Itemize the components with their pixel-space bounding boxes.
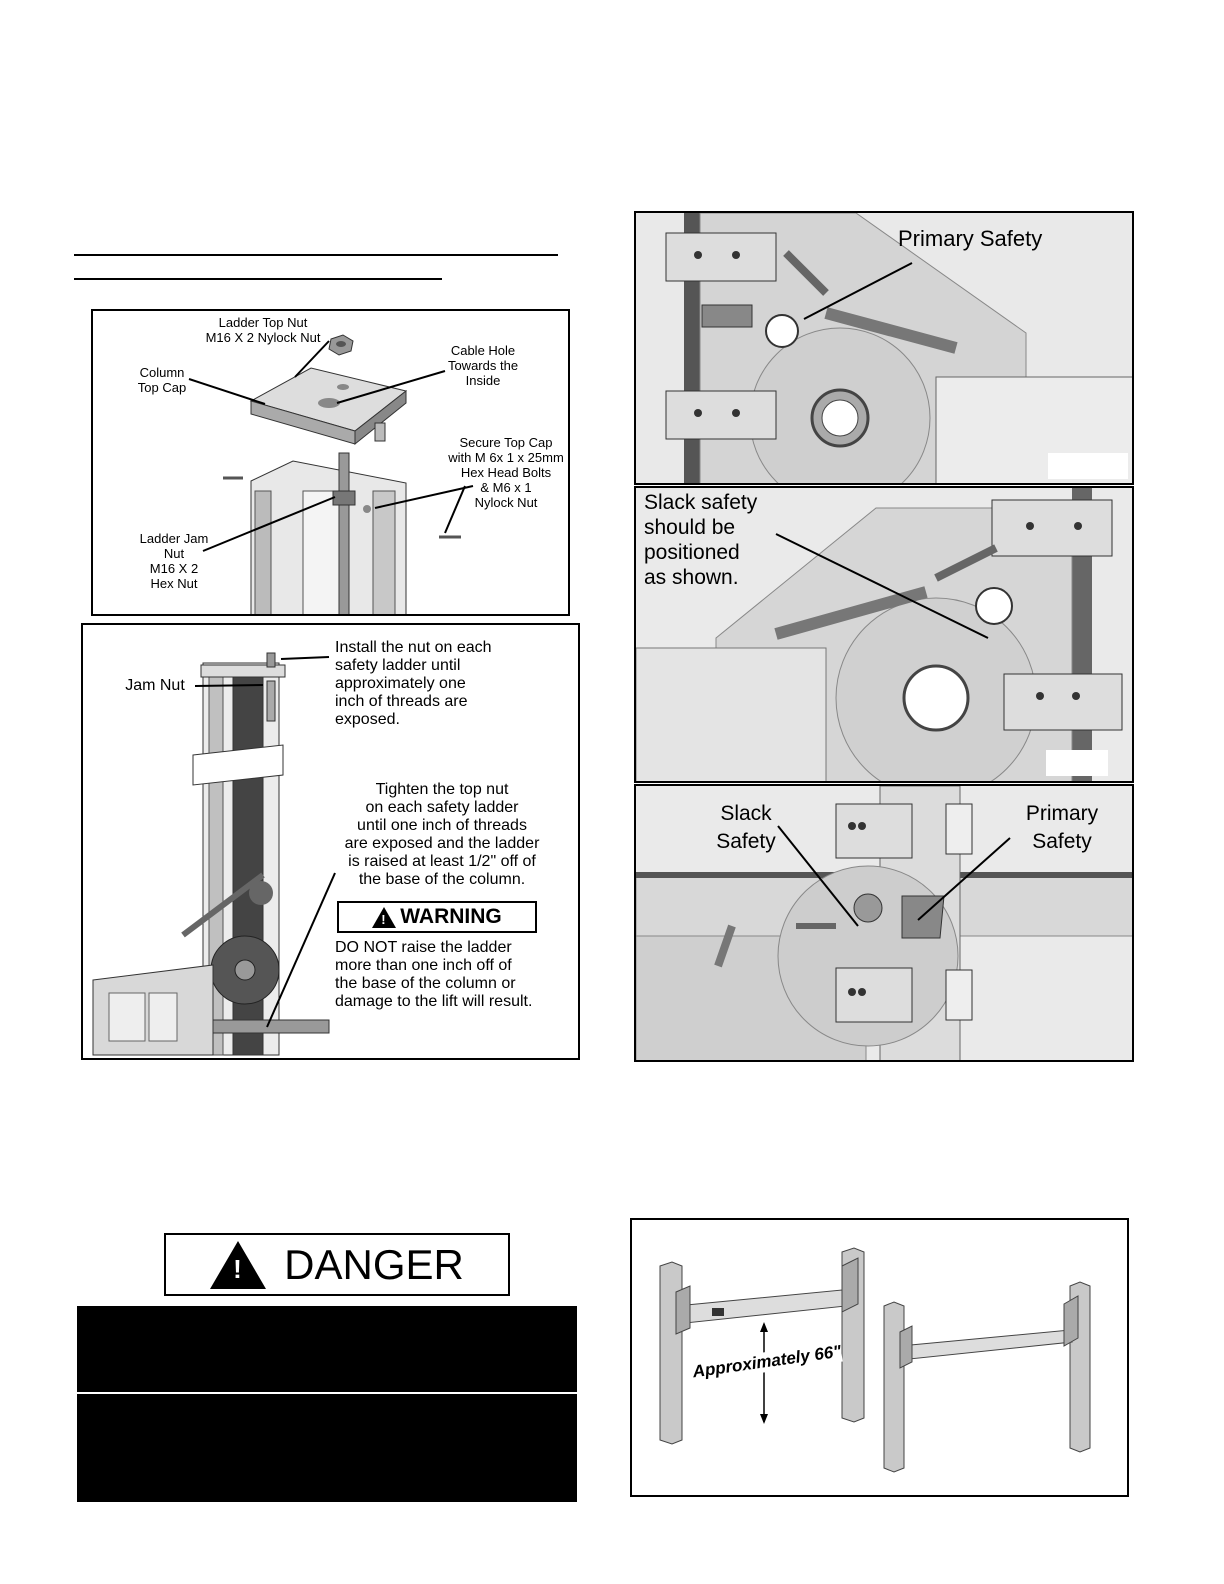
danger-badge — [164, 1233, 510, 1296]
danger-panel-bottom — [77, 1394, 577, 1502]
figure-slack-primary-safety — [634, 784, 1134, 1062]
warning-triangle-icon: ! — [372, 907, 396, 928]
label-column-top-cap: Column Top Cap — [137, 365, 187, 395]
label-ladder-jam-nut: Ladder Jam Nut M16 X 2 Hex Nut — [139, 531, 209, 591]
label-primary-safety-2: Primary Safety — [1025, 802, 1099, 853]
label-cable-hole: Cable Hole Towards the Inside — [447, 343, 519, 388]
figure-primary-safety — [634, 211, 1134, 485]
label-secure-top-cap: Secure Top Cap with M 6x 1 x 25mm Hex Head Bolts & M6 x 1 Nylock Nut — [448, 435, 564, 510]
label-install-nut: Install the nut on each safety ladder until approximately one inch of threads are exposed. — [335, 639, 492, 728]
figure-column-height — [630, 1218, 1129, 1497]
label-slack-safety: Slack Safety — [716, 802, 776, 853]
figure-slack-safety — [634, 486, 1134, 783]
label-jam-nut: Jam Nut — [125, 677, 185, 694]
label-ladder-top-nut: Ladder Top Nut M16 X 2 Nylock Nut — [205, 315, 321, 345]
column-height-drawing — [632, 1220, 1129, 1497]
label-warning-text: DO NOT raise the ladder more than one inch off of the base of the column or damage to the lift will result. — [335, 939, 533, 1010]
label-slack-note: Slack safety should be positioned as shown. — [644, 491, 758, 589]
warning-badge — [337, 901, 537, 933]
primary-safety-drawing — [636, 213, 1134, 485]
danger-panel-top — [77, 1306, 577, 1392]
warning-triangle-icon: ! — [210, 1241, 266, 1289]
heading-rule-2 — [74, 278, 442, 280]
heading-rule-1 — [74, 254, 558, 256]
warning-label: WARNING — [400, 905, 502, 928]
label-primary-safety-1: Primary Safety — [898, 226, 1043, 251]
label-approximately-66: Approximately 66" — [691, 1341, 843, 1382]
label-tighten: Tighten the top nut on each safety ladder until one inch of threads are exposed and the ladder is raised at least 1/2" off of the base of the column. — [344, 781, 540, 888]
danger-label: DANGER — [284, 1240, 464, 1288]
figure-safety-ladder — [81, 623, 580, 1060]
figure-column-top-cap — [91, 309, 570, 616]
